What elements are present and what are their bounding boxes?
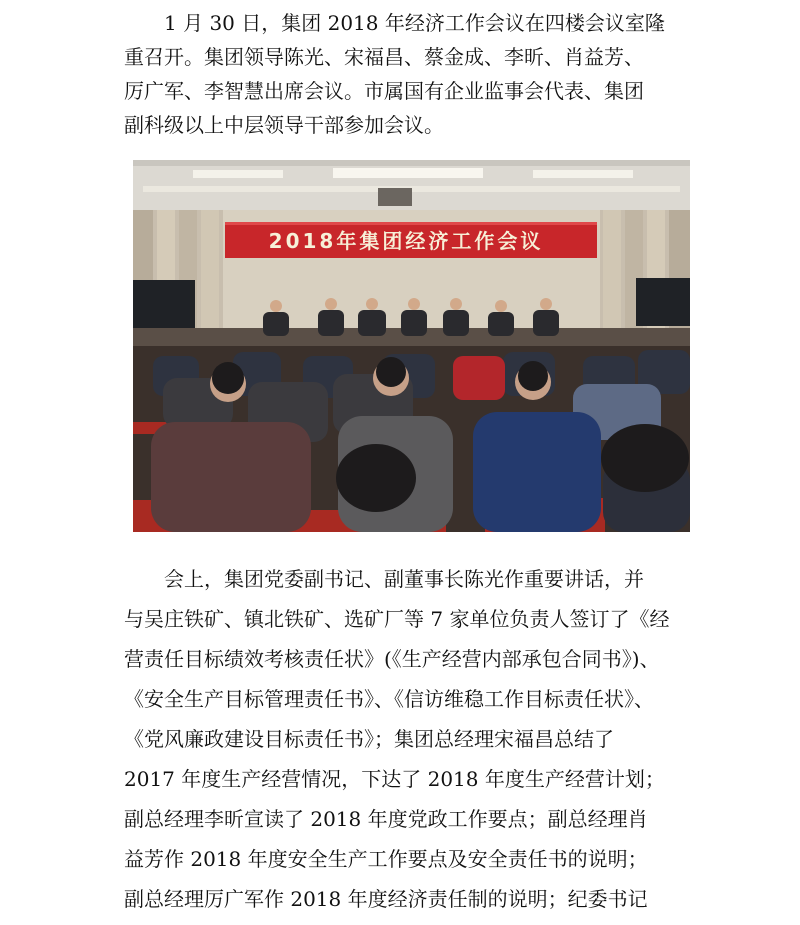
intro-paragraph bbox=[124, 6, 684, 142]
banner-text: 2018年集团经济工作会议 bbox=[268, 229, 544, 253]
text-line: 2017 年度生产经营情况，下达了 2018 年度生产经营计划； bbox=[124, 767, 665, 791]
text-line: 副总经理厉广军作 2018 年度经济责任制的说明；纪委书记 bbox=[124, 887, 648, 911]
text-line: 《安全生产目标管理责任书》、《信访维稳工作目标责任状》、 bbox=[124, 687, 654, 711]
text-line: 厉广军、李智慧出席会议。市属国有企业监事会代表、集团 bbox=[124, 79, 644, 103]
text-line: 会上，集团党委副书记、副董事长陈光作重要讲话，并 bbox=[124, 567, 644, 591]
text-line: 副总经理李昕宣读了 2018 年度党政工作要点；副总经理肖 bbox=[124, 807, 648, 831]
text-line: 《党风廉政建设目标责任书》；集团总经理宋福昌总结了 bbox=[124, 727, 614, 751]
text-line: 与吴庄铁矿、镇北铁矿、选矿厂等 7 家单位负责人签订了《经 bbox=[124, 607, 670, 631]
text-line: 营责任目标绩效考核责任状》(《生产经营内部承包合同书》)、 bbox=[124, 647, 660, 671]
meeting-photo bbox=[133, 160, 690, 532]
text-line: 1 月 30 日，集团 2018 年经济工作会议在四楼会议室隆 bbox=[124, 11, 665, 35]
text-line: 益芳作 2018 年度安全生产工作要点及安全责任书的说明； bbox=[124, 847, 648, 871]
body-paragraph bbox=[124, 559, 684, 919]
text-line: 重召开。集团领导陈光、宋福昌、蔡金成、李昕、肖益芳、 bbox=[124, 45, 644, 69]
text-line: 副科级以上中层领导干部参加会议。 bbox=[124, 113, 444, 137]
